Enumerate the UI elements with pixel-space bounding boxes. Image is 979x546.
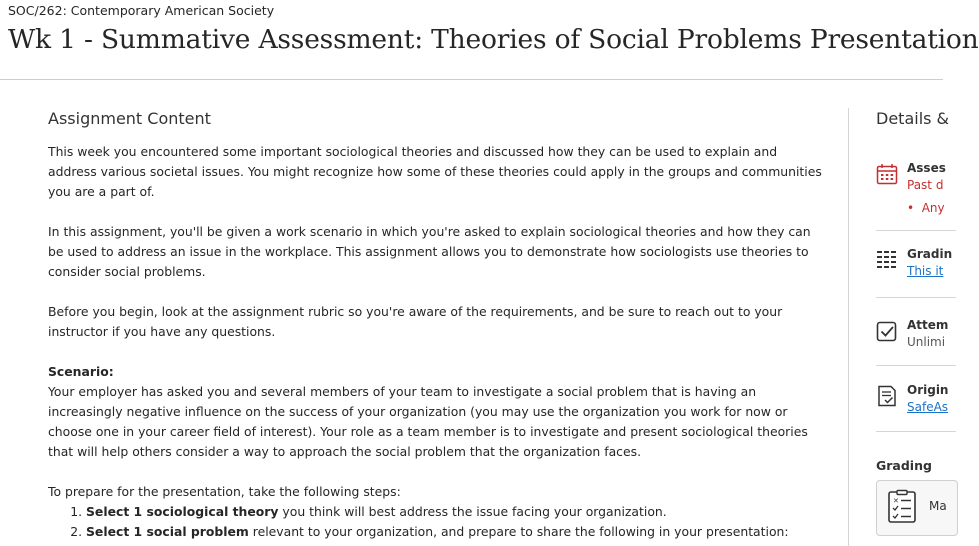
separator (876, 365, 956, 366)
intro-paragraph: This week you encountered some important sociological theories and discussed how they can be used to explain and address various societal issues. You might recognize how some of these theories could apply in the groups and communities you are a part of. (48, 144, 822, 199)
page-title: Wk 1 - Summative Assessment: Theories of Social Problems Presentation (8, 24, 979, 55)
step-bold: Select 1 social problem (86, 524, 249, 539)
due-date-label: Asses (907, 161, 946, 175)
step-bold: Select 1 sociological theory (86, 504, 279, 519)
course-name: SOC/262: Contemporary American Society (8, 3, 275, 18)
list-item (86, 502, 828, 522)
grading-box-text: Ma (929, 499, 947, 513)
grading-label: Gradin (907, 247, 953, 261)
rubric-paragraph: Before you begin, look at the assignment rubric so you're aware of the requirements, and be sure to reach out to your instructor if you have any questions. (48, 304, 783, 339)
safeassign-link[interactable]: SafeAs (907, 400, 949, 414)
due-bullet: • Any (907, 201, 945, 215)
assignment-paragraph: In this assignment, you'll be given a work scenario in which you're asked to explain sociological theories and how they can be used to address an issue in the workplace. This assignment allows you to demonstrate how sociologists use theories to consider social problems. (48, 224, 811, 279)
scenario-label: Scenario: (48, 364, 114, 379)
steps-list (48, 502, 828, 542)
separator (876, 230, 956, 231)
grading-section-label: Grading (876, 458, 932, 473)
section-heading: Assignment Content (48, 109, 211, 128)
document-check-icon (876, 385, 898, 407)
steps-intro: To prepare for the presentation, take the following steps: (48, 484, 401, 499)
attempts-label: Attem (907, 318, 949, 332)
checkbox-icon (876, 320, 898, 342)
step-text: relevant to your organization, and prepare to share the following in your presentation: (248, 524, 789, 539)
due-date-status: Past d (907, 178, 944, 192)
scenario-text: Your employer has asked you and several members of your team to investigate a social problem that is having an increasingly negative influence on the success of your organization (you may use the organization you work for now or choose one in your career field of interest). Your role as a team member is to investigate and present sociological theories that will help others consider a way to approach the social problem that the organization faces. (48, 384, 808, 459)
svg-text:✕: ✕ (893, 497, 899, 505)
assignment-content (48, 108, 828, 542)
details-panel (876, 108, 953, 546)
grading-link[interactable]: This it (907, 264, 944, 278)
rubric-grid-icon (876, 249, 898, 271)
attempts-value: Unlimi (907, 335, 946, 349)
originality-label: Origin (907, 383, 949, 397)
scenario-block (48, 362, 828, 462)
details-panel-title: Details & (876, 109, 950, 128)
header-divider (0, 79, 943, 80)
step-text: you think will best address the issue facing your organization. (278, 504, 667, 519)
separator (876, 431, 956, 432)
rubric-checklist-icon (886, 490, 918, 524)
panel-divider (848, 108, 849, 546)
list-item (86, 522, 828, 542)
separator (876, 297, 956, 298)
grading-box[interactable] (876, 480, 958, 536)
calendar-icon (876, 163, 898, 185)
